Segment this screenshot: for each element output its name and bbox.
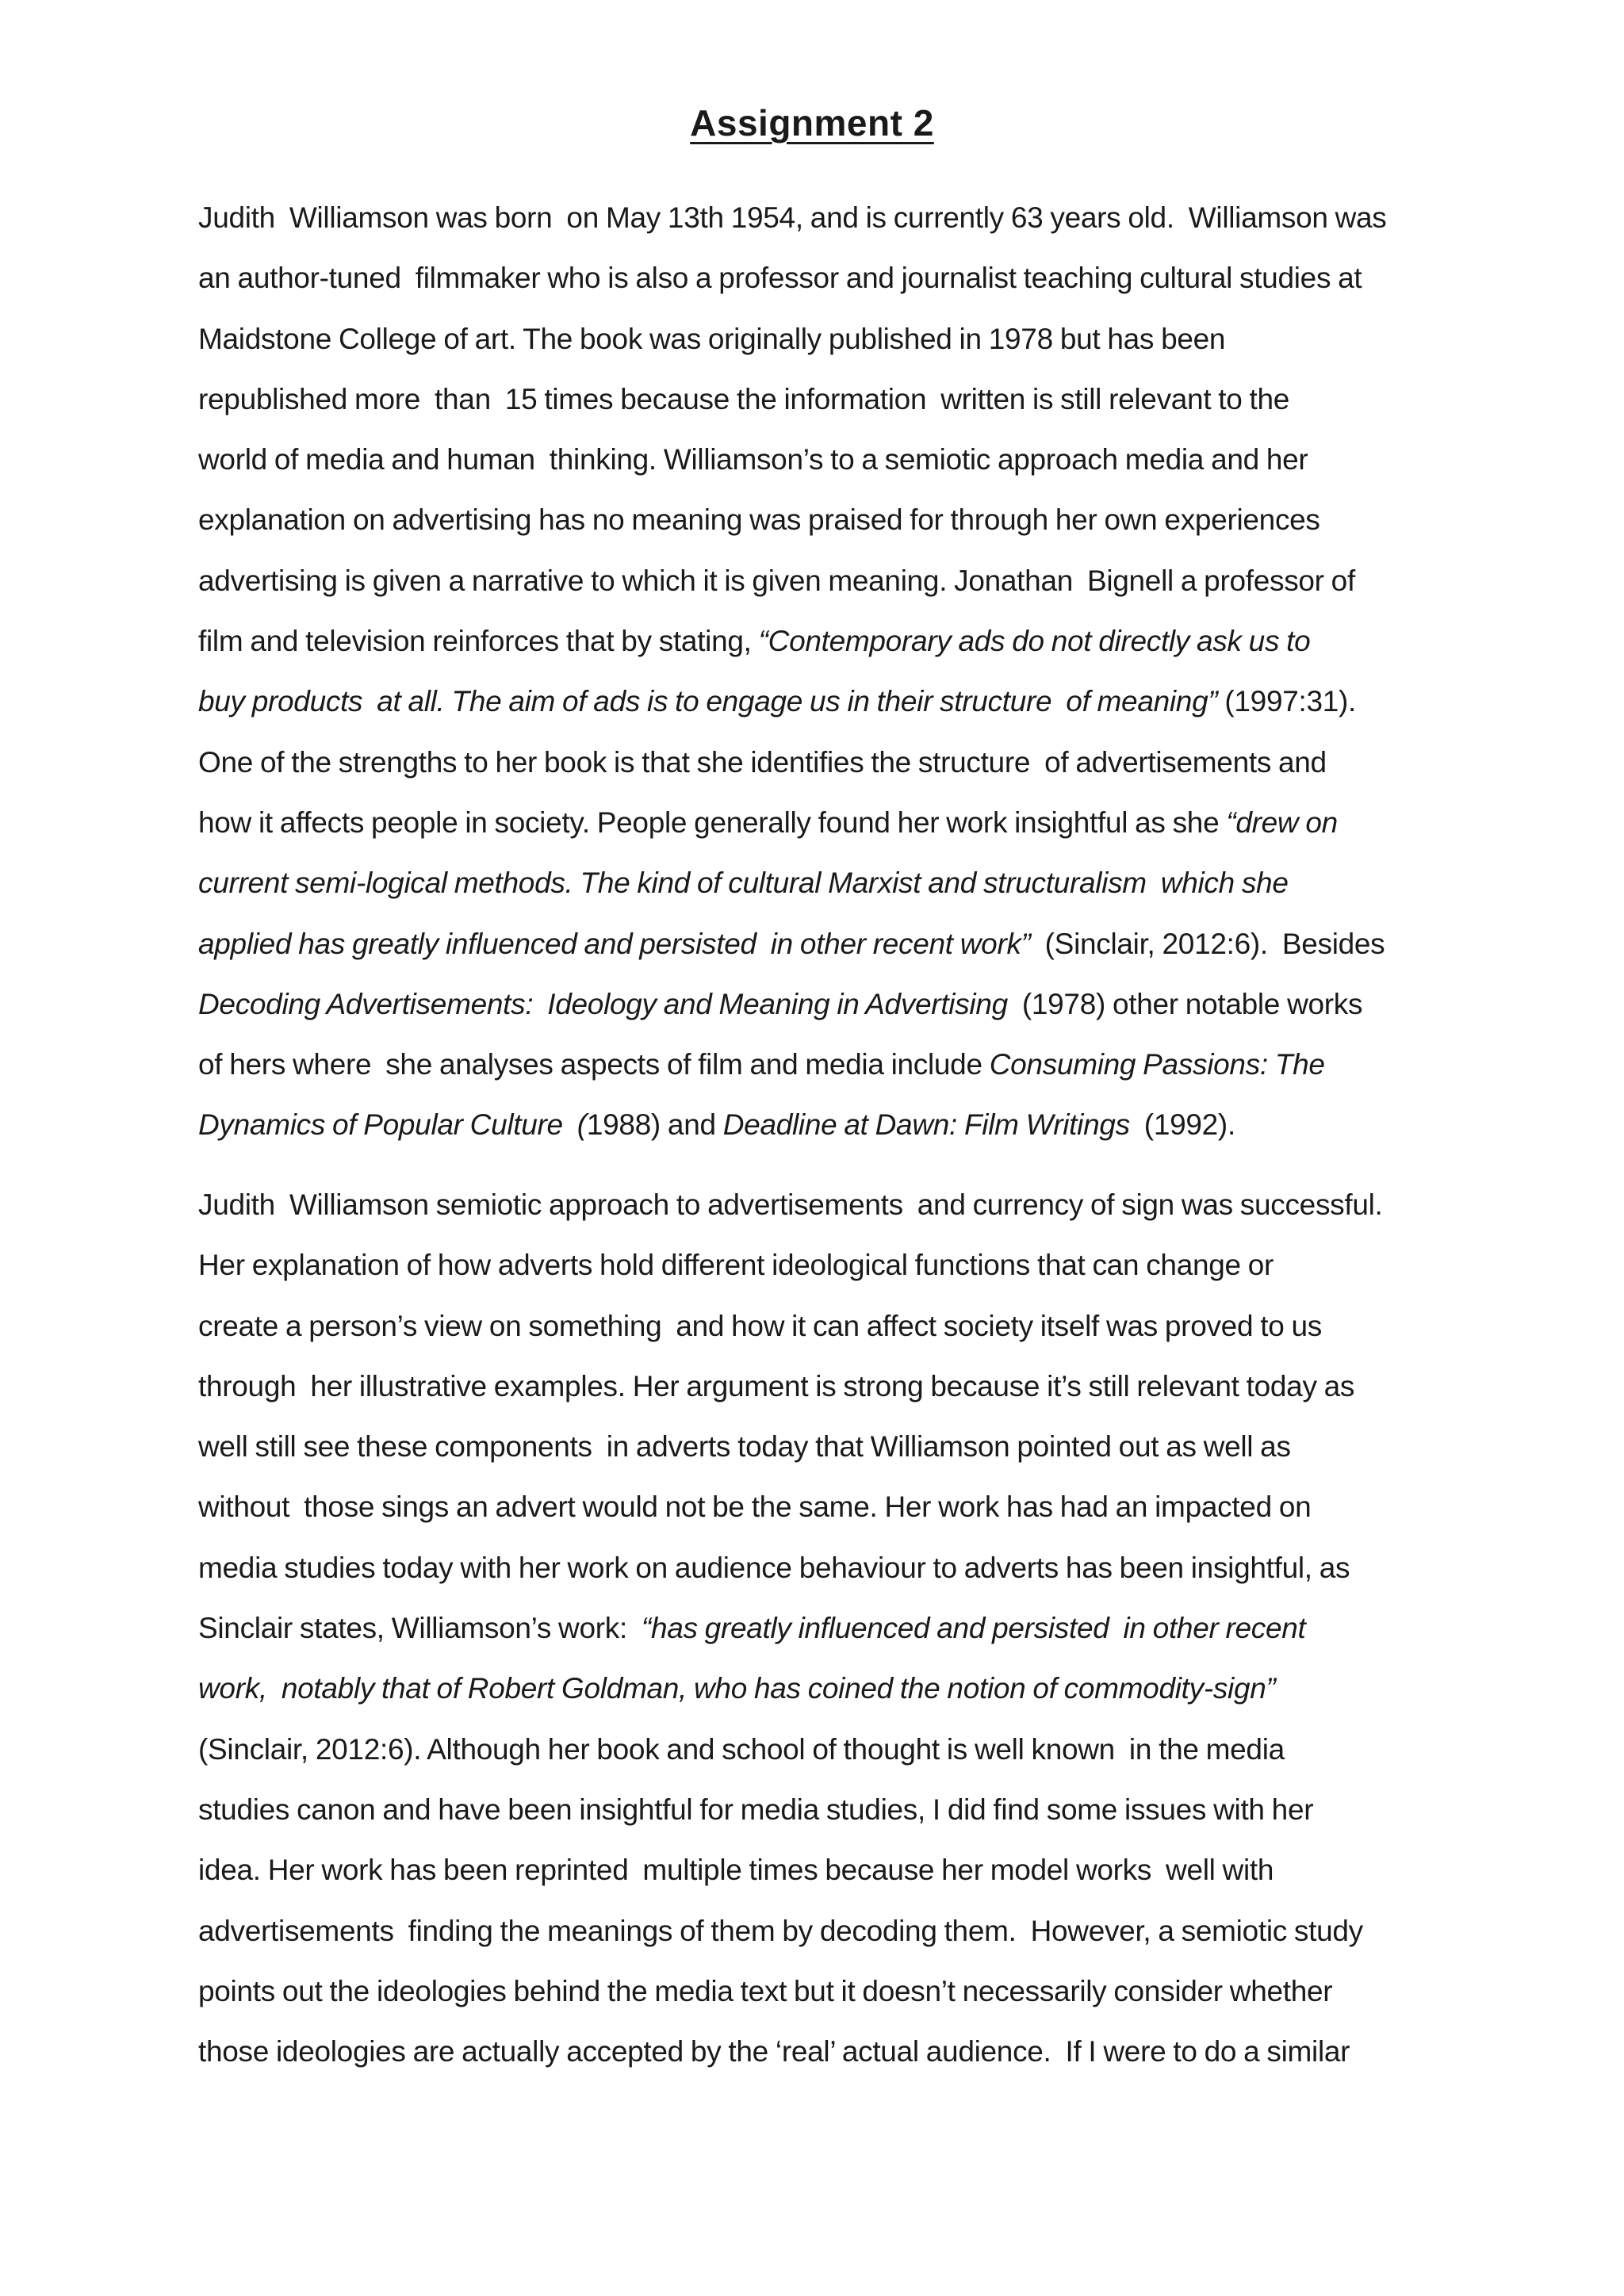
text-line — [198, 974, 1451, 1035]
italic-text-segment: “drew on — [1226, 806, 1338, 839]
text-segment: points out the ideologies behind the media text but it doesn’t necessarily consider whether — [198, 1974, 1333, 2007]
text-line — [198, 611, 1451, 672]
italic-text-segment: applied has greatly influenced and persisted in other recent work” — [198, 927, 1031, 960]
text-line — [198, 1538, 1451, 1598]
text-line — [198, 672, 1451, 732]
text-line — [198, 853, 1451, 913]
text-segment: media studies today with her work on audience behaviour to adverts has been insightful, as — [198, 1551, 1350, 1584]
italic-text-segment: buy products at all. The aim of ads is to engage us in their structure of meaning” — [198, 685, 1218, 718]
text-segment: an author-tuned filmmaker who is also a professor and journalist teaching cultural studies at — [198, 262, 1362, 295]
text-segment: advertising is given a narrative to which it is given meaning. Jonathan Bignell a professor of — [198, 564, 1355, 597]
text-line — [198, 1296, 1451, 1357]
text-line — [198, 1901, 1451, 1961]
text-segment: explanation on advertising has no meaning was praised for through her own experiences — [198, 503, 1320, 537]
text-line — [198, 369, 1451, 430]
text-segment: how it affects people in society. People generally found her work insightful as she — [198, 806, 1227, 839]
text-line — [198, 248, 1451, 308]
text-line — [198, 1477, 1451, 1537]
page-title: Assignment 2 — [690, 102, 934, 144]
text-line — [198, 1598, 1451, 1659]
text-line — [198, 793, 1451, 853]
text-line — [198, 1095, 1451, 1155]
italic-text-segment: Consuming Passions: The — [989, 1048, 1325, 1081]
italic-text-segment: Decoding Advertisements: Ideology and Meaning in Advertising — [198, 987, 1008, 1020]
text-segment: advertisements finding the meanings of them by decoding them. However, a semiotic study — [198, 1914, 1363, 1947]
text-segment: world of media and human thinking. Williamson’s to a semiotic approach media and her — [198, 443, 1308, 476]
text-segment: create a person’s view on something and how it can affect society itself was proved to us — [198, 1309, 1322, 1342]
text-line — [198, 551, 1451, 611]
italic-text-segment: current semi-logical methods. The kind of cultural Marxist and structuralism which she — [198, 867, 1289, 900]
paragraph-1 — [198, 188, 1451, 1156]
text-segment: well still see these components in adverts today that Williamson pointed out as well as — [198, 1430, 1291, 1464]
text-line — [198, 1235, 1451, 1295]
text-segment: (1997:31). — [1217, 685, 1357, 718]
text-segment: 1988) and — [586, 1108, 723, 1142]
text-segment: Her explanation of how adverts hold different ideological functions that can change or — [198, 1249, 1274, 1282]
text-line — [198, 1961, 1451, 2022]
text-segment: of hers where she analyses aspects of film and media include — [198, 1048, 990, 1081]
italic-text-segment: “has greatly influenced and persisted in other recent — [641, 1612, 1306, 1645]
text-line — [198, 1659, 1451, 1719]
text-line — [198, 1357, 1451, 1417]
italic-text-segment: Dynamics of Popular Culture ( — [198, 1108, 587, 1142]
paragraph-2 — [198, 1175, 1451, 2082]
text-line — [198, 490, 1451, 550]
text-line — [198, 1035, 1451, 1095]
text-line — [198, 1417, 1451, 1477]
text-segment: (1992). — [1129, 1108, 1235, 1142]
italic-text-segment: Deadline at Dawn: Film Writings — [722, 1108, 1130, 1142]
text-segment: those ideologies are actually accepted by the ‘real’ actual audience. If I were to do a similar — [198, 2035, 1350, 2068]
text-segment: Judith Williamson was born on May 13th 1954, and is currently 63 years old. Williamson was — [198, 201, 1387, 234]
text-segment: (Sinclair, 2012:6). Besides — [1030, 927, 1385, 960]
text-line — [198, 430, 1451, 490]
text-segment: republished more than 15 times because the information written is still relevant to the — [198, 382, 1290, 415]
text-line — [198, 1720, 1451, 1780]
text-line — [198, 1175, 1451, 1235]
italic-text-segment: work, notably that of Robert Goldman, who has coined the notion of commodity-sign” — [198, 1672, 1276, 1705]
text-segment: through her illustrative examples. Her argument is strong because it’s still relevant today as — [198, 1369, 1355, 1402]
text-line — [198, 1780, 1451, 1840]
text-line — [198, 2022, 1451, 2082]
text-segment: idea. Her work has been reprinted multiple times because her model works well with — [198, 1854, 1274, 1887]
text-line — [198, 914, 1451, 974]
text-segment: Sinclair states, Williamson’s work: — [198, 1612, 642, 1645]
text-segment: (Sinclair, 2012:6). Although her book and school of thought is well known in the media — [198, 1732, 1285, 1766]
text-segment: One of the strengths to her book is that she identifies the structure of advertisements and — [198, 745, 1327, 779]
italic-text-segment: “Contemporary ads do not directly ask us to — [758, 625, 1311, 658]
text-segment: (1978) other notable works — [1007, 987, 1363, 1020]
text-line — [198, 1840, 1451, 1900]
text-segment: Maidstone College of art. The book was originally published in 1978 but has been — [198, 322, 1226, 355]
text-segment: without those sings an advert would not be the same. Her work has had an impacted on — [198, 1490, 1312, 1524]
text-segment: Judith Williamson semiotic approach to advertisements and currency of sign was successful. — [198, 1188, 1383, 1221]
text-segment: studies canon and have been insightful for media studies, I did find some issues with her — [198, 1793, 1314, 1826]
text-line — [198, 733, 1451, 793]
text-line — [198, 188, 1451, 248]
text-line — [198, 309, 1451, 369]
text-segment: film and television reinforces that by stating, — [198, 625, 759, 658]
